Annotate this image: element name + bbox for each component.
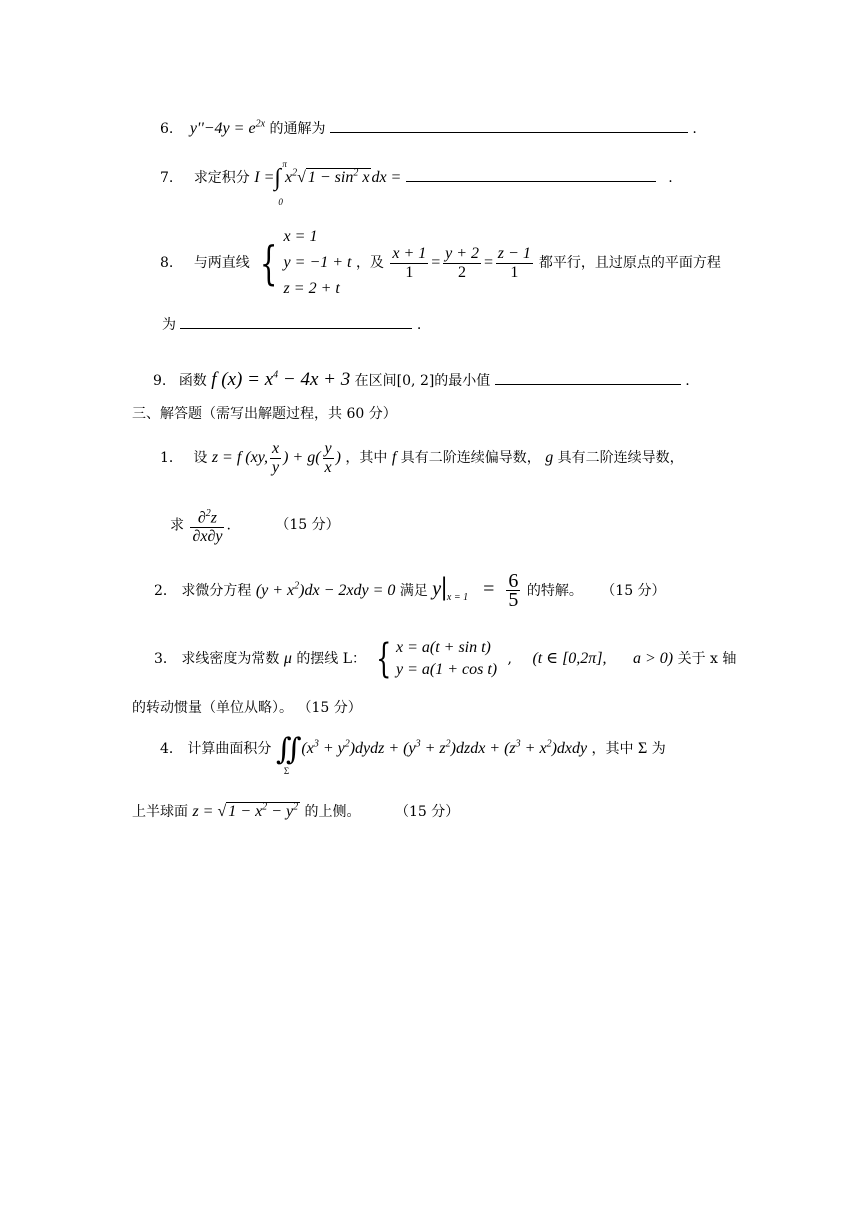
question-text: 上半球面	[132, 804, 188, 820]
hemisphere-equation: z = √ $1 - x^2 - y^2$	[192, 801, 299, 820]
question-text: 的摆线 L：	[296, 651, 367, 667]
integral-expression: I =∫ π 0 $x^2√$ $1 - \sin^2 x$ dx =	[254, 159, 402, 207]
score: （15 分）	[601, 583, 666, 600]
answer-blank[interactable]	[406, 167, 656, 182]
problem-text: 的通解为	[269, 121, 326, 137]
problem-text: 函数	[178, 373, 207, 389]
differential-equation: $(y + x^2)dx - 2xdy = 0$	[255, 580, 396, 600]
surface-integral: ∬ Σ ($x^3$ + $y^2)dydz + (y^3$ + $z^2)dzdx + (z^3$ + $x^2)dxdy$	[275, 733, 588, 776]
function-definition: z = f (xy, $\frac{x}{y}$ ) + g( $\frac{y}{x}$ )	[211, 440, 341, 476]
question-text: 具有二阶连续导数，	[557, 450, 684, 467]
equation: $y''-4y = e^{2x}$	[189, 118, 266, 137]
question-3-line2	[132, 697, 362, 717]
question-text: ，其中	[345, 450, 388, 467]
question-text: 满足	[399, 583, 428, 600]
problem-number: 9.	[153, 373, 167, 389]
question-4-line2	[132, 801, 459, 821]
problem-text: 为	[162, 317, 176, 333]
question-text: 关于 x 轴	[677, 651, 737, 667]
question-number: 2．	[154, 583, 177, 600]
problem-6	[160, 118, 697, 138]
parametric-line: x = 1 y = −1 + t z = 2 + t	[283, 228, 352, 297]
answer-blank[interactable]	[180, 314, 412, 329]
question-text: 求	[170, 517, 184, 534]
question-text: 求线密度为常数	[181, 651, 280, 667]
score: （15 分）	[394, 804, 460, 820]
question-number: 3．	[154, 651, 177, 667]
question-4: 4． 计算曲面积分 ∬ Σ ($x^3$ + $y^2)dydz + (y^3$ + $z^2)dzdx + (z^3$ + $x^2)dxdy$ ，其中 Σ 为	[160, 733, 666, 776]
a-condition: a > 0)	[633, 650, 674, 667]
question-text: 的特解。	[526, 583, 583, 600]
problem-number: 7.	[160, 170, 174, 187]
function-expression: f $(x) = x^4 - 4x + 3$	[211, 369, 351, 390]
problem-text: 求定积分	[193, 170, 250, 187]
left-brace: {	[260, 236, 278, 290]
question-1: 1． 设 z = f (xy, $\frac{x}{y}$ ) + g( $\frac{y}{x}$ ) ，其中 f 具有二阶连续偏导数， g 具有二阶连续导数，	[160, 440, 684, 476]
problem-text: 在区间[0, 2]的最小值	[354, 373, 491, 389]
score: （15 分）	[275, 517, 340, 534]
question-text: 设	[193, 450, 208, 467]
initial-condition: $y|_{x = 1}$ = $\frac{6}{5}$	[432, 570, 519, 611]
end-mark: .	[685, 373, 690, 389]
problem-number: 6.	[160, 121, 174, 137]
problem-7	[160, 159, 673, 207]
question-number: 1．	[160, 450, 183, 467]
question-1-line2: 求 $\frac{\partial^2z}{\partial x\partial y}$ . （15 分）	[170, 505, 340, 546]
question-text: 计算曲面积分	[187, 741, 272, 758]
problem-8-line2	[162, 314, 421, 334]
answer-blank[interactable]	[495, 370, 681, 385]
problem-number: 8.	[160, 255, 174, 271]
answer-blank[interactable]	[330, 118, 688, 133]
question-text: 的上侧。	[304, 804, 361, 820]
question-text: 为	[651, 741, 666, 758]
end-mark: .	[692, 121, 697, 137]
end-mark: .	[416, 317, 422, 333]
question-number: 4．	[160, 741, 183, 758]
problem-text: ，及	[355, 255, 384, 271]
question-text: 求微分方程	[181, 583, 252, 600]
parameter-range: (t ∈ [0,2π],	[532, 650, 607, 667]
problem-9	[153, 369, 690, 391]
question-text: 具有二阶连续偏导数，	[400, 450, 541, 467]
end-mark: .	[668, 170, 673, 187]
score: （15 分）	[297, 700, 362, 716]
cycloid-equations: x = a(t + sin t) y = a(1 + cos t)	[395, 639, 498, 678]
question-text: 的转动惯量（单位从略）。	[132, 700, 293, 716]
partial-derivative: $\frac{\partial^2z}{\partial x\partial y}$	[188, 516, 226, 533]
question-3: 3． 求线密度为常数 μ 的摆线 L： { x = a(t + sin t) y = a(1 + cos t) , (t ∈ [0,2π], a > 0) 关于 x 轴	[154, 636, 737, 682]
left-brace: {	[375, 636, 391, 682]
symmetric-line: $\frac{x + 1}{1}$ = $\frac{y + 2}{2}$ = $\frac{z - 1}{1}$	[392, 244, 531, 281]
question-text: ，其中	[591, 741, 634, 758]
section-heading: 三、解答题（需写出解题过程，共 60 分）	[132, 406, 397, 422]
problem-text: 都平行，且过原点的平面方程	[538, 255, 721, 271]
question-2	[154, 572, 666, 609]
problem-text: 与两直线	[193, 255, 250, 271]
problem-8	[160, 224, 721, 302]
